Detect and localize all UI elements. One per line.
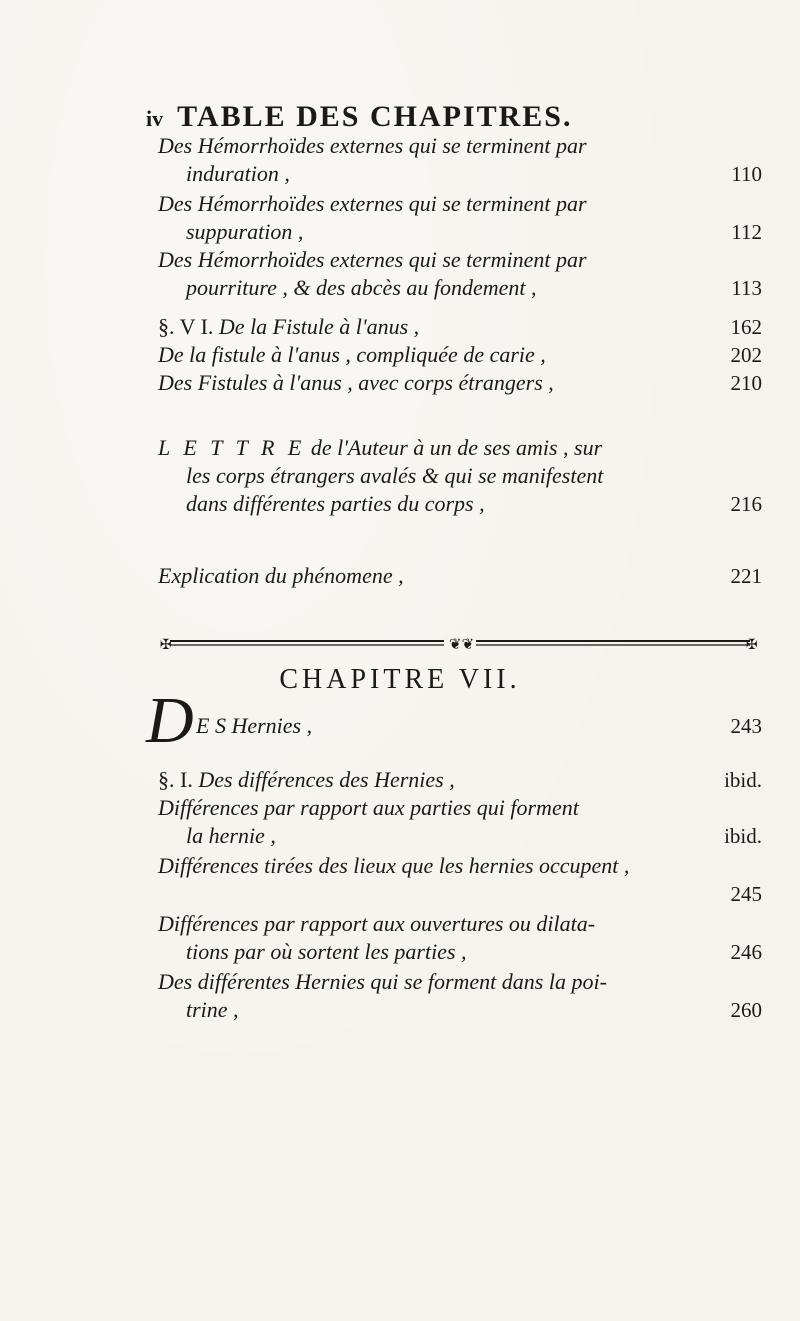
- entry-text: De la Fistule à l'anus ,: [218, 314, 420, 339]
- toc-entry: [158, 852, 762, 908]
- toc-entry: [158, 246, 762, 302]
- chapter-title: CHAPITRE VII.: [279, 664, 521, 695]
- entry-page: 112: [731, 220, 762, 244]
- toc-entry: [158, 341, 762, 369]
- svg-text:❦❦: ❦❦: [449, 635, 475, 653]
- chapter-heading: [196, 712, 762, 740]
- section-mark: §. I.: [158, 767, 193, 792]
- toc-entry: [158, 968, 762, 1024]
- entry-text: de l'Auteur à un de ses amis , sur: [310, 435, 603, 460]
- page-number: iv: [146, 106, 164, 131]
- entry-page: ibid.: [724, 824, 762, 848]
- entry-text: Des différences des Hernies ,: [198, 767, 455, 792]
- entry-text: dans différentes parties du corps ,: [186, 491, 485, 516]
- entry-text: tions par où sortent les parties ,: [186, 939, 467, 964]
- entry-text: Des Fistules à l'anus , avec corps étrangers ,: [158, 370, 554, 395]
- toc-entry: [158, 369, 762, 397]
- section-mark: §. V I.: [158, 314, 214, 339]
- heading-text: E S Hernies ,: [196, 713, 313, 738]
- entry-page: 202: [730, 343, 762, 367]
- entry-text: Des Hémorrhoïdes externes qui se terminent par: [158, 247, 587, 272]
- drop-cap: D: [146, 684, 194, 757]
- entry-text: la hernie ,: [186, 823, 276, 848]
- entry-text: trine ,: [186, 997, 239, 1022]
- entry-text: suppuration ,: [186, 219, 304, 244]
- entry-text: pourriture , & des abcès au fondement ,: [186, 275, 537, 300]
- page-header: [146, 100, 766, 134]
- ornamental-rule: [158, 634, 762, 654]
- entry-lead: L E T T R E: [158, 435, 306, 460]
- entry-text: Des Hémorrhoïdes externes qui se terminent par: [158, 191, 587, 216]
- entry-text: Différences tirées des lieux que les hernies occupent ,: [158, 853, 630, 878]
- toc-entry: [158, 190, 762, 246]
- svg-text:✠: ✠: [746, 637, 758, 653]
- toc-entry: [158, 132, 762, 188]
- entry-page: ibid.: [724, 768, 762, 792]
- entry-page: 260: [730, 998, 762, 1022]
- entry-text: Des Hémorrhoïdes externes qui se terminent par: [158, 133, 587, 158]
- entry-page: 221: [730, 564, 762, 588]
- svg-text:✠: ✠: [160, 637, 172, 653]
- entry-page: 246: [730, 940, 762, 964]
- entry-text: Des différentes Hernies qui se forment dans la poi-: [158, 969, 607, 994]
- heading-page: 243: [730, 714, 762, 738]
- toc-entry: [158, 313, 762, 341]
- running-head: TABLE DES CHAPITRES.: [177, 100, 573, 133]
- entry-text: De la fistule à l'anus , compliquée de carie ,: [158, 342, 546, 367]
- entry-page: 210: [730, 371, 762, 395]
- entry-page: 245: [730, 882, 762, 906]
- entry-text: induration ,: [186, 161, 290, 186]
- toc-entry: [158, 562, 762, 590]
- toc-entry: [158, 434, 762, 518]
- toc-entry: [158, 794, 762, 850]
- toc-entry: [158, 910, 762, 966]
- entry-text: Explication du phénomene ,: [158, 563, 404, 588]
- entry-text: Différences par rapport aux parties qui forment: [158, 795, 579, 820]
- entry-page: 110: [731, 162, 762, 186]
- entry-text: les corps étrangers avalés & qui se manifestent: [186, 463, 604, 488]
- toc-entry: [158, 766, 762, 794]
- entry-page: 162: [730, 315, 762, 339]
- entry-text: Différences par rapport aux ouvertures ou dilata-: [158, 911, 596, 936]
- entry-page: 216: [730, 492, 762, 516]
- entry-page: 113: [731, 276, 762, 300]
